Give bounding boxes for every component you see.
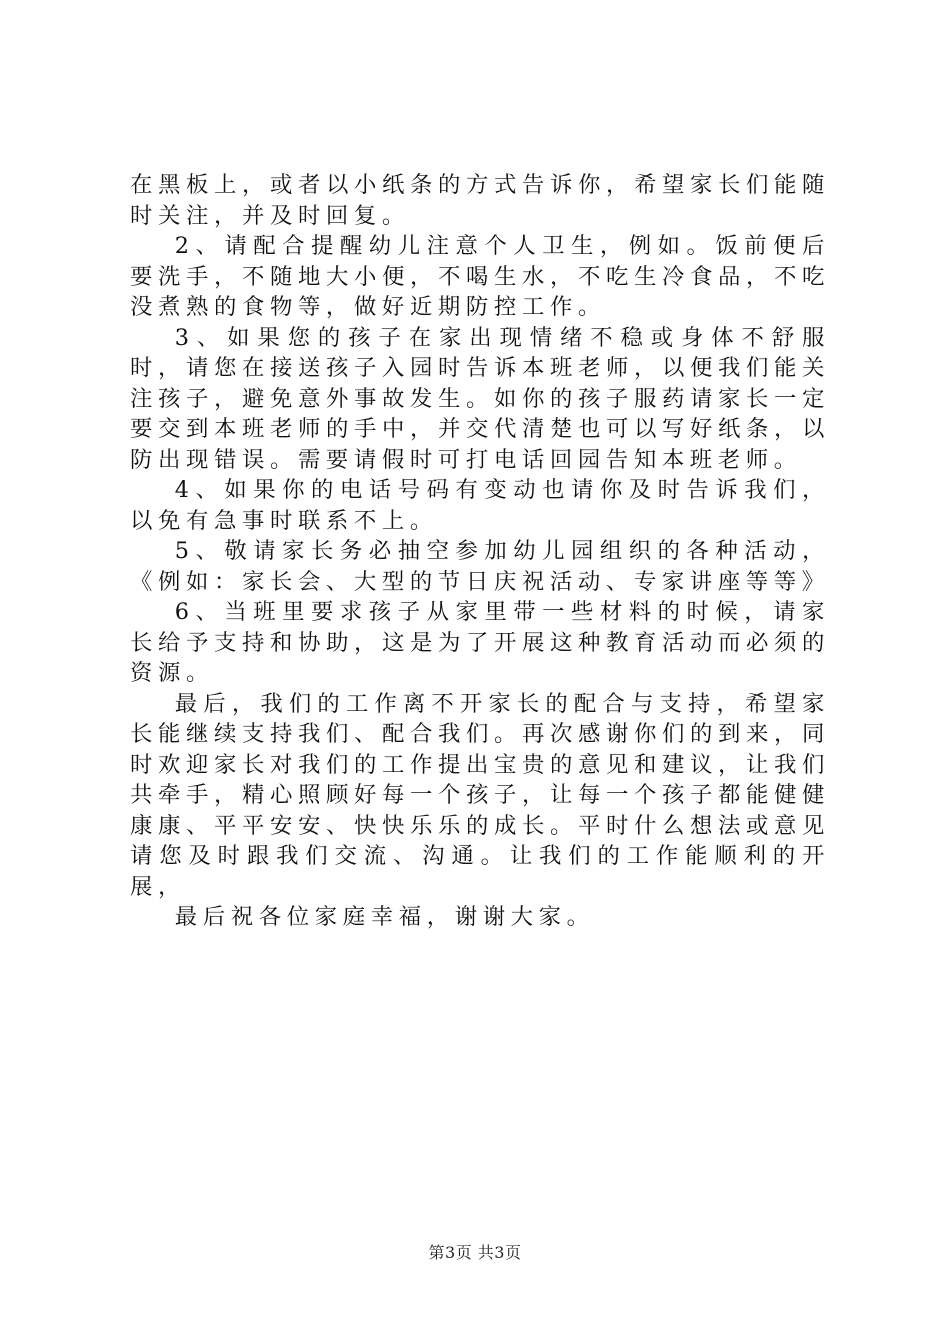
- paragraph-item-5: 5、敬请家长务必抽空参加幼儿园组织的各种活动，《例如：家长会、大型的节日庆祝活动、专家讲座等等》: [130, 538, 830, 595]
- paragraph-item-2: 2、请配合提醒幼儿注意个人卫生，例如。饭前便后要洗手，不随地大小便，不喝生水，不吃生冷食品，不吃没煮熟的食物等，做好近期防控工作。: [130, 233, 830, 320]
- paragraph-wishes: 最后祝各位家庭幸福，谢谢大家。: [174, 904, 595, 930]
- document-body: [130, 170, 830, 933]
- paragraph-item-4: 4、如果你的电话号码有变动也请你及时告诉我们，以免有急事时联系不上。: [130, 477, 830, 534]
- paragraph-item-6: 6、当班里要求孩子从家里带一些材料的时候，请家长给予支持和协助，这是为了开展这种教育活动而必须的资源。: [130, 599, 830, 686]
- paragraph-closing: 最后，我们的工作离不开家长的配合与支持，希望家长能继续支持我们、配合我们。再次感谢你们的到来，同时欢迎家长对我们的工作提出宝贵的意见和建议，让我们共牵手，精心照顾好每一个孩子，让每一个孩子都能健健康康、平平安安、快快乐乐的成长。平时什么想法或意见请您及时跟我们交流、沟通。让我们的工作能顺利的开展，: [130, 690, 830, 900]
- paragraph-continuation: 在黑板上，或者以小纸条的方式告诉你，希望家长们能随时关注，并及时回复。: [130, 172, 830, 229]
- paragraph-item-3: 3、如果您的孩子在家出现情绪不稳或身体不舒服时，请您在接送孩子入园时告诉本班老师，以便我们能关注孩子，避免意外事故发生。如你的孩子服药请家长一定要交到本班老师的手中，并交代清楚也可以写好纸条，以防出现错误。需要请假时可打电话回园告知本班老师。: [130, 324, 830, 473]
- page-number-footer: 第3页 共3页: [428, 1243, 522, 1262]
